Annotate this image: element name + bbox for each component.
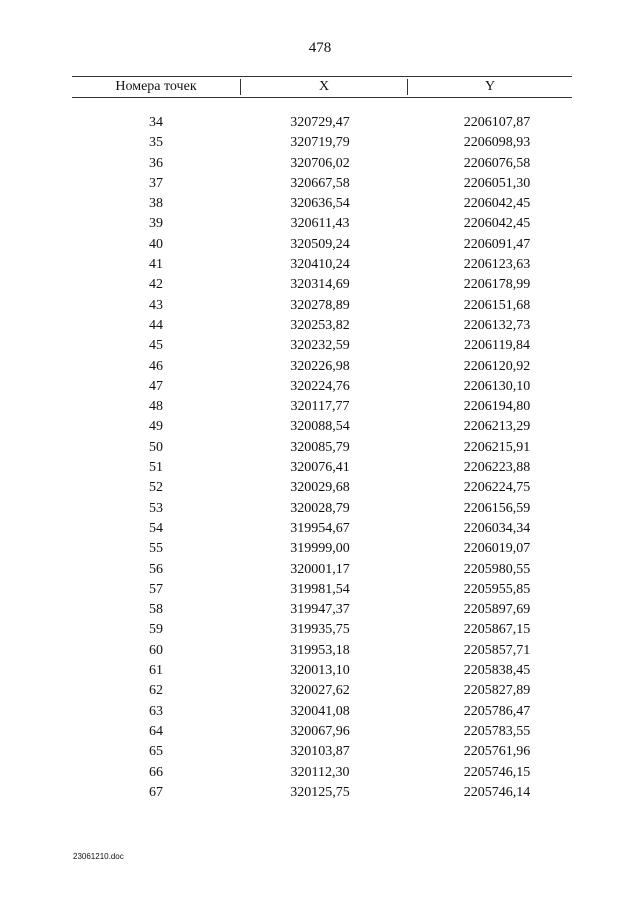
table-row bbox=[72, 438, 572, 458]
point-number-cell: 65 bbox=[149, 744, 163, 760]
y-coordinate-cell: 2206215,91 bbox=[463, 439, 531, 455]
point-number-cell: 39 bbox=[149, 216, 163, 232]
table-row bbox=[72, 681, 572, 701]
y-coordinate-cell: 2206091,47 bbox=[463, 236, 531, 252]
table-row bbox=[72, 742, 572, 762]
point-number-cell: 48 bbox=[149, 399, 163, 415]
table-row bbox=[72, 417, 572, 437]
y-coordinate-cell: 2206223,88 bbox=[463, 460, 531, 476]
point-number-cell: 41 bbox=[149, 257, 163, 273]
point-number-cell: 34 bbox=[149, 115, 163, 130]
table-row bbox=[72, 275, 572, 295]
y-coordinate-cell: 2205838,45 bbox=[463, 663, 531, 679]
table-row bbox=[72, 397, 572, 417]
table-row bbox=[72, 316, 572, 336]
table-row bbox=[72, 763, 572, 783]
y-coordinate-cell: 2206120,92 bbox=[463, 358, 531, 374]
coordinates-table-body bbox=[72, 113, 572, 803]
x-coordinate-cell: 320278,89 bbox=[290, 297, 350, 313]
point-number-cell: 38 bbox=[149, 196, 163, 212]
page-number: 478 bbox=[308, 40, 332, 56]
y-coordinate-cell: 2205761,96 bbox=[463, 744, 531, 760]
header-point-number: Номера точек bbox=[115, 79, 197, 94]
point-number-cell: 55 bbox=[149, 541, 163, 557]
x-coordinate-cell: 320232,59 bbox=[290, 338, 350, 354]
y-coordinate-cell: 2206151,68 bbox=[463, 297, 531, 313]
x-coordinate-cell: 319935,75 bbox=[290, 622, 350, 638]
x-coordinate-cell: 320125,75 bbox=[290, 784, 350, 800]
x-coordinate-cell: 320029,68 bbox=[290, 480, 350, 496]
x-coordinate-cell: 320667,58 bbox=[290, 175, 350, 191]
y-coordinate-cell: 2206019,07 bbox=[463, 541, 531, 557]
table-row bbox=[72, 255, 572, 275]
x-coordinate-cell: 320410,24 bbox=[290, 257, 350, 273]
x-coordinate-cell: 320103,87 bbox=[290, 744, 350, 760]
point-number-cell: 59 bbox=[149, 622, 163, 638]
y-coordinate-cell: 2206178,99 bbox=[463, 277, 531, 293]
y-coordinate-cell: 2206213,29 bbox=[463, 419, 531, 435]
x-coordinate-cell: 320611,43 bbox=[290, 216, 350, 232]
point-number-cell: 44 bbox=[149, 317, 163, 333]
y-coordinate-cell: 2206194,80 bbox=[463, 399, 531, 415]
point-number-cell: 43 bbox=[149, 297, 163, 313]
x-coordinate-cell: 320085,79 bbox=[290, 439, 350, 455]
point-number-cell: 51 bbox=[149, 460, 163, 476]
y-coordinate-cell: 2206034,34 bbox=[463, 520, 531, 536]
y-coordinate-cell: 2206156,59 bbox=[463, 500, 531, 516]
point-number-cell: 53 bbox=[149, 500, 163, 516]
x-coordinate-cell: 320088,54 bbox=[290, 419, 350, 435]
table-row bbox=[72, 214, 572, 234]
x-coordinate-cell: 320027,62 bbox=[290, 683, 350, 699]
x-coordinate-cell: 320076,41 bbox=[290, 460, 350, 476]
y-coordinate-cell: 2205897,69 bbox=[463, 602, 531, 618]
y-coordinate-cell: 2205980,55 bbox=[463, 561, 531, 577]
table-row bbox=[72, 519, 572, 539]
y-coordinate-cell: 2206042,45 bbox=[463, 216, 531, 232]
table-row bbox=[72, 154, 572, 174]
y-coordinate-cell: 2206130,10 bbox=[463, 378, 531, 394]
point-number-cell: 56 bbox=[149, 561, 163, 577]
table-row bbox=[72, 580, 572, 600]
table-row bbox=[72, 560, 572, 580]
table-row bbox=[72, 377, 572, 397]
y-coordinate-cell: 2205867,15 bbox=[463, 622, 531, 638]
table-row bbox=[72, 336, 572, 356]
point-number-cell: 60 bbox=[149, 642, 163, 658]
point-number-cell: 52 bbox=[149, 480, 163, 496]
x-coordinate-cell: 320636,54 bbox=[290, 196, 350, 212]
table-row bbox=[72, 113, 572, 133]
point-number-cell: 62 bbox=[149, 683, 163, 699]
point-number-cell: 45 bbox=[149, 338, 163, 354]
point-number-cell: 67 bbox=[149, 784, 163, 800]
y-coordinate-cell: 2205955,85 bbox=[463, 581, 531, 597]
x-coordinate-cell: 320224,76 bbox=[290, 378, 350, 394]
point-number-cell: 61 bbox=[149, 663, 163, 679]
table-row bbox=[72, 235, 572, 255]
point-number-cell: 57 bbox=[149, 581, 163, 597]
table-row bbox=[72, 641, 572, 661]
table-header bbox=[72, 76, 572, 98]
table-row bbox=[72, 133, 572, 153]
x-coordinate-cell: 320112,30 bbox=[290, 764, 350, 780]
y-coordinate-cell: 2206042,45 bbox=[463, 196, 531, 212]
y-coordinate-cell: 2206076,58 bbox=[463, 155, 531, 171]
x-coordinate-cell: 320226,98 bbox=[290, 358, 350, 374]
y-coordinate-cell: 2206119,84 bbox=[464, 338, 530, 354]
point-number-cell: 37 bbox=[149, 175, 163, 191]
point-number-cell: 64 bbox=[149, 723, 163, 739]
table-row bbox=[72, 661, 572, 681]
table-row bbox=[72, 499, 572, 519]
y-coordinate-cell: 2205786,47 bbox=[463, 703, 531, 719]
point-number-cell: 42 bbox=[149, 277, 163, 293]
table-row bbox=[72, 194, 572, 214]
table-row bbox=[72, 600, 572, 620]
x-coordinate-cell: 320729,47 bbox=[290, 115, 350, 130]
y-coordinate-cell: 2205857,71 bbox=[463, 642, 531, 658]
x-coordinate-cell: 320253,82 bbox=[290, 317, 350, 333]
y-coordinate-cell: 2205783,55 bbox=[463, 723, 531, 739]
point-number-cell: 35 bbox=[149, 135, 163, 151]
point-number-cell: 63 bbox=[149, 703, 163, 719]
x-coordinate-cell: 319953,18 bbox=[290, 642, 350, 658]
x-coordinate-cell: 320013,10 bbox=[290, 663, 350, 679]
table-row bbox=[72, 620, 572, 640]
point-number-cell: 46 bbox=[149, 358, 163, 374]
table-row bbox=[72, 458, 572, 478]
point-number-cell: 40 bbox=[149, 236, 163, 252]
x-coordinate-cell: 320001,17 bbox=[290, 561, 350, 577]
point-number-cell: 36 bbox=[149, 155, 163, 171]
point-number-cell: 54 bbox=[149, 520, 163, 536]
table-row bbox=[72, 357, 572, 377]
x-coordinate-cell: 320314,69 bbox=[290, 277, 350, 293]
y-coordinate-cell: 2206123,63 bbox=[463, 257, 531, 273]
x-coordinate-cell: 319954,67 bbox=[290, 520, 350, 536]
table-row bbox=[72, 702, 572, 722]
x-coordinate-cell: 320028,79 bbox=[290, 500, 350, 516]
table-row bbox=[72, 296, 572, 316]
table-row bbox=[72, 478, 572, 498]
x-coordinate-cell: 319981,54 bbox=[290, 581, 350, 597]
x-coordinate-cell: 319999,00 bbox=[290, 541, 350, 557]
point-number-cell: 66 bbox=[149, 764, 163, 780]
x-coordinate-cell: 320041,08 bbox=[290, 703, 350, 719]
table-row bbox=[72, 722, 572, 742]
y-coordinate-cell: 2205827,89 bbox=[463, 683, 531, 699]
x-coordinate-cell: 320117,77 bbox=[290, 399, 350, 415]
point-number-cell: 49 bbox=[149, 419, 163, 435]
y-coordinate-cell: 2205746,14 bbox=[463, 784, 531, 800]
y-coordinate-cell: 2206051,30 bbox=[463, 175, 531, 191]
y-coordinate-cell: 2205746,15 bbox=[463, 764, 531, 780]
y-coordinate-cell: 2206098,93 bbox=[463, 135, 531, 151]
table-row bbox=[72, 783, 572, 803]
table-row bbox=[72, 174, 572, 194]
x-coordinate-cell: 319947,37 bbox=[290, 602, 350, 618]
x-coordinate-cell: 320067,96 bbox=[290, 723, 350, 739]
document-filename: 23061210.doc bbox=[73, 852, 124, 861]
x-coordinate-cell: 320719,79 bbox=[290, 135, 350, 151]
header-x: X bbox=[318, 79, 330, 94]
point-number-cell: 50 bbox=[149, 439, 163, 455]
x-coordinate-cell: 320706,02 bbox=[290, 155, 350, 171]
y-coordinate-cell: 2206107,87 bbox=[463, 115, 531, 130]
y-coordinate-cell: 2206224,75 bbox=[463, 480, 531, 496]
point-number-cell: 47 bbox=[149, 378, 163, 394]
x-coordinate-cell: 320509,24 bbox=[290, 236, 350, 252]
point-number-cell: 58 bbox=[149, 602, 163, 618]
header-y: Y bbox=[484, 79, 496, 94]
y-coordinate-cell: 2206132,73 bbox=[463, 317, 531, 333]
table-row bbox=[72, 539, 572, 559]
